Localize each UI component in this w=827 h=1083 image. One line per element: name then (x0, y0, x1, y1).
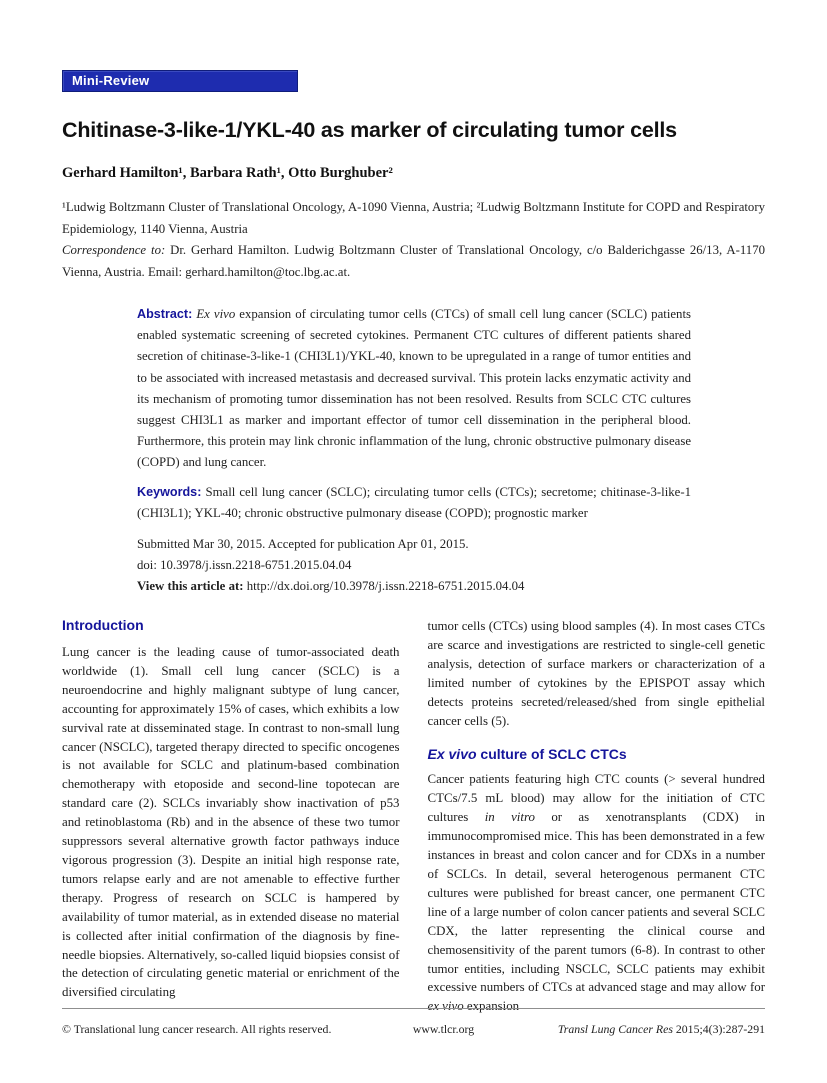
view-url: http://dx.doi.org/10.3978/j.issn.2218-6751.2015.04.04 (243, 579, 525, 594)
correspondence-text: Dr. Gerhard Hamilton. Ludwig Boltzmann Cluster of Translational Oncology, c/o Balderichgasse 26/13, A-1170 Vienna, Austria. Email: gerhard.hamilton@toc.lbg.ac.at. (62, 243, 765, 279)
keywords-paragraph (137, 482, 691, 524)
footer-citation (474, 1022, 765, 1037)
article-content (62, 70, 765, 1016)
footer-citation-rest: 2015;4(3):287-291 (672, 1022, 765, 1036)
abstract-italic-lead: Ex vivo (192, 307, 236, 321)
exvivo-text-c: expansion (463, 999, 520, 1014)
page-footer (62, 1008, 765, 1037)
correspondence-label: Correspondence to: (62, 243, 166, 257)
author-line: Gerhard Hamilton¹, Barbara Rath¹, Otto Burghuber² (62, 165, 393, 181)
abstract-text: expansion of circulating tumor cells (CTCs) of small cell lung cancer (SCLC) patients enabled systematic screening of secreted cytokines. Permanent CTC cultures of different patients shared secretion of chitinase-3-like-1 (CHI3L1)/YKL-40, known to be upregulated in a range of tumor entities and to be associated with increased metastasis and decreased survival. This protein lacks enzymatic activity and its mechanism of promoting tumor dissemination has not been resolved. Results from SCLC CTC cultures suggest CHI3L1 as marker and important effector of tumor cell dissemination in the peripheral blood. Furthermore, this protein may link chronic inflammation of the lung, chronic obstructive pulmonary disease (COPD) and lung cancer. (137, 307, 691, 470)
doi-line: doi: 10.3978/j.issn.2218-6751.2015.04.04 (137, 558, 352, 573)
keywords-text: Small cell lung cancer (SCLC); circulating tumor cells (CTCs); secretome; chitinase-3-like-1 (CHI3L1); YKL-40; chronic obstructive pulmonary disease (COPD); prognostic marker (137, 484, 691, 520)
footer-citation-journal: Transl Lung Cancer Res (557, 1022, 673, 1036)
exvivo-italic-1: in vitro (484, 810, 535, 825)
keywords-label: Keywords: (137, 484, 202, 499)
exvivo-paragraph (428, 770, 766, 1016)
right-column (428, 617, 766, 1016)
abstract-label: Abstract: (137, 307, 193, 321)
introduction-heading: Introduction (62, 617, 144, 634)
affiliations: ¹Ludwig Boltzmann Cluster of Translational Oncology, A-1090 Vienna, Austria; ²Ludwig Boltzmann Institute for COPD and Respiratory Epidemiology, 1140 Vienna, Austria (62, 200, 765, 236)
article-meta (137, 534, 691, 597)
article-type-banner (62, 70, 298, 92)
introduction-paragraph-left: Lung cancer is the leading cause of tumor-associated death worldwide (1). Small cell lung cancer (SCLC) is a neuroendocrine and highly malignant subtype of lung cancer, accounting for approximately 15% of cases, which exhibits a low survival rate at disseminated stage. In contrast to non-small lung cancer (NSCLC), targeted therapy directed to specific oncogenes is not available for SCLC and platinum-based combination chemotherapy with etoposide and second-line topotecan are standard care (2). SCLCs invariably show inactivation of p53 and retinoblastoma (Rb) and in the absence of these two tumor suppressors several alternative growth factor pathways induce vigorous progression (3). Despite an initial high response rate, tumors relapse early and are not amenable to effective further therapy. Progress of research on SCLC is hampered by availability of tumor material, as in extended disease no material is collected after initial confirmation of the diagnosis by fine-needle biopsies. Alternatively, so-called liquid biopsies consist of the detection of circulating genetic material or enrichment of the diversified circulating (62, 645, 400, 1000)
submitted-line: Submitted Mar 30, 2015. Accepted for publication Apr 01, 2015. (137, 537, 469, 552)
exvivo-text-b: or as xenotransplants (CDX) in immunocompromised mice. This has been demonstrated in a few instances in breast and colon cancer and for CDXs in a number of SCLCs. In detail, several heterogenous permanent CTC cultures were published for breast cancer, one permanent CTC line of a large number of colon cancer patients and several SCLC CDX, the latter representing the clinical course and chemosensitivity of the parent tumors (6-8). In contrast to other tumor entities, including NSCLC, SCLC patients may exhibit excessive numbers of CTCs at advanced stage and may allow for (427, 810, 766, 995)
article-type-label: Mini-Review (72, 73, 150, 88)
article-title: Chitinase-3-like-1/YKL-40 as marker of circulating tumor cells (62, 118, 677, 142)
left-column (62, 617, 400, 1016)
exvivo-heading-italic: Ex vivo (427, 746, 477, 763)
abstract-block (137, 304, 691, 597)
exvivo-heading-rest: culture of SCLC CTCs (476, 746, 627, 763)
exvivo-text-a: Cancer patients featuring high CTC counts (> several hundred CTCs/7.5 mL blood) may allow for the initiation of CTC cultures (427, 772, 765, 825)
two-column-body (62, 617, 765, 1016)
exvivo-italic-2: ex vivo (427, 999, 464, 1014)
exvivo-heading (428, 746, 766, 762)
view-label: View this article at: (137, 579, 244, 594)
footer-site: www.tlcr.org (412, 1022, 475, 1036)
footer-copyright: © Translational lung cancer research. All rights reserved. (62, 1022, 332, 1036)
view-line (137, 576, 691, 597)
introduction-paragraph-right: tumor cells (CTCs) using blood samples (4). In most cases CTCs are scarce and investigations are restricted to single-cell genetic analysis, detection of surface markers or characterization of a limited number of cytokines by the EPISPOT assay which detects proteins secreted/released/shed from single epithelial cancer cells (5). (427, 619, 765, 728)
correspondence (62, 240, 765, 283)
abstract-paragraph (137, 304, 691, 474)
